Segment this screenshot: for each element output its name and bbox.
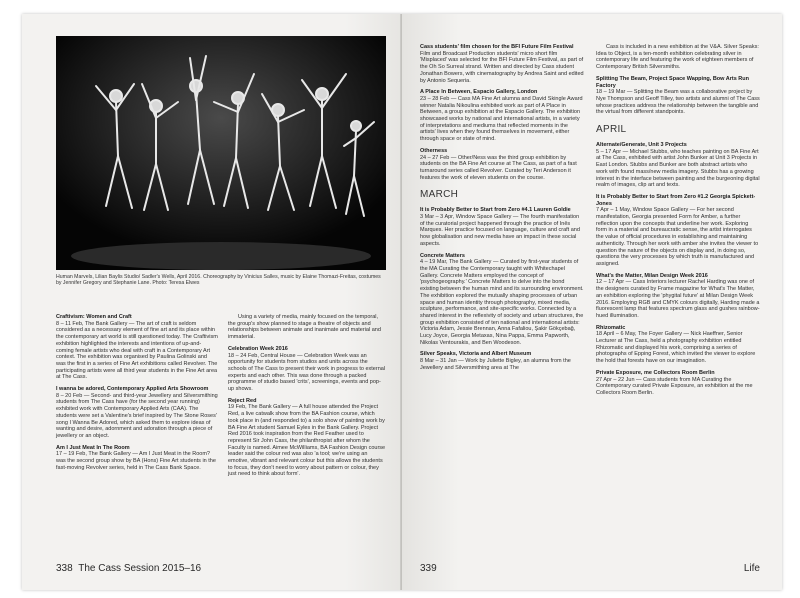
dancers-image [56,36,386,270]
entry-heading: Am I Just Meat In The Room [56,444,130,451]
entry-heading: I wanna be adored, Contemporary Applied Arts Showroom [56,386,209,393]
entry-body: 19 Feb, The Bank Gallery — A full house attended the Project Red, a live catwalk show from the BA Fashion course, which took place in (and responded to) a solo show of painting work by BA Fine Art student Samuel Eyles in the Bank Gallery. Project Red 2016 took inspiration from the Red Feather used to represent Sir John Cass, the philanthropist after whom the Faculty is named. Aimee McWilliams, BA Fashion Design course leader said the colour red was also 'a tool; we're using an emotive, vibrant and relevant colour but this allows the students to focus, they don't need to worry about pattern or colour, they just need to think about form'. [228,404,386,478]
entry-body: 7 Apr – 1 May, Window Space Gallery — For her second manifestation, Georgia presented Form for Amber, a further reflection upon the concepts that underline her work. Exploring form in a material and bureaucratic sense, the artist interrogates the value of official procedures in establishing and maintaining authenticity. Through her work with amber she invites the viewer to question the nature of the objects on display and, in doing so, questions the very processes by which truth is manufactured and assigned. [596,207,759,267]
entry-heading: A Place In Between, Espacio Gallery, London [420,89,538,96]
entry-body: 8 – 11 Feb, The Bank Gallery — The art of craft is seldom considered as a necessary element of fine art and its place within the contemporary art world is still questioned today. The Craftivism exhibition highlighted the interests and intentions of up-and-coming female artists who deal with craft in a Contemporary Art context. The exhibition was organised by Paulina Golinski and was the first in a series of Fine Art exhibitions called Revolver. The participating artists were all third year students in the Fine Art area at The Cass. [56,320,218,381]
month-heading-march: MARCH [420,189,459,201]
running-title-right: Life [743,563,760,574]
entry-heading: Cass students' film chosen for the BFI Future Film Festival [420,44,574,50]
running-title-left: The Cass Session 2015–16 [78,563,202,574]
left-column-1 [56,314,218,471]
entry-body: Film and Broadcast Production students' micro short film 'Misplaced' was selected for the BFI Future Film Festival, as part of the Oh So Surreal strand. Written and directed by Cass student Jonathan Bowers, with cinematography by Andrea Saint and edited by Antonio Sequeria. [420,50,584,84]
entry-heading: Alternate/Generate, Unit 3 Projects [596,142,687,149]
entry-body: 12 – 17 Apr — Cass Interiors lecturer Rachel Harding was one of the designers curated by Frame magazine for What's The Matter, an exhibition exploring the 'phygital future' at Milan Design Week 2016. Employing RGB and CMYK colours digitally, Harding made a fluorescent lamp that features spectrum glass and gushes rainbow-hued illumination. [596,279,760,319]
entry-body: 8 – 20 Feb — Second- and third-year Jewellery and Silversmithing students from The Cass have (for the second year running) exhibited work with Contemporary Applied Arts (CAA). The students were set a Valentine's brief inspired by The Stone Roses' song I Wanna Be Adored, which asked them to explore ideas of wanting and desire, adornment and adoration through a piece of jewellery or an object. [56,392,218,439]
dance-photo [56,36,386,270]
entry-body: 8 Mar – 31 Jan — Work by Juliette Bigley, an alumna from the Jewellery and Silversmithing area at The [420,358,571,371]
entry-heading: Reject Red [228,397,257,404]
folio-right [420,563,437,574]
entry-body: 5 – 17 Apr — Michael Stubbs, who teaches painting on BA Fine Art at The Cass, exhibited with artist John Bunker at Unit 3 Projects in East London. Stubbs and Bunker are both abstract artists who work with found mass/new media imagery. Stubbs has a growing interest in the interface between painting and the burgeoning digital realm of images, clip art and texts. [596,148,760,189]
entry-heading: What's the Matter, Milan Design Week 2016 [596,272,708,279]
entry-heading: Private Exposure, me Collectors Room Berlin [596,369,715,376]
entry-body: 18 April – 6 May, The Foyer Gallery — Nick Haeffner, Senior Lecturer at The Cass, held a photography exhibition entitled Rhizomatic and displayed his work, comprising a series of photographs of Epping Forest, which invited the viewer to explore the hold that forests have on our imagination. [596,331,756,365]
entry-body: 18 – 24 Feb, Central House — Celebration Week was an opportunity for students from studios and units across the schools of The Cass to present their work in progress to external experts and each other. This was done through a packed programme of studio based 'crits', screenings, events and pop-up shows. [228,352,386,393]
entry-body: Using a variety of media, mainly focused on the temporal, the group's show planned to stage a theatre of objects and relationships between animate and inanimate and material and immaterial. [228,314,381,341]
right-page [402,14,782,590]
entry-heading: Rhizomatic [596,324,626,331]
entry-heading: It is Probably Better to Start from Zero #4.1 Lauren Goldie [420,207,571,214]
entry-heading: Craftivism: Women and Craft [56,314,132,320]
folio-left [56,563,201,574]
entry-heading: Celebration Week 2016 [228,345,288,352]
entry-body: 27 Apr – 22 Jun — Cass students from MA Curating the Contemporary curated Private Exposure, an exhibition at the me Collectors Room Berlin. [596,376,753,396]
photo-caption: Human Marvels, Lilian Baylis Studio/ Sadler's Wells, April 2016. Choreography by Vinicius Salles, music by Elaine Thomazi-Freitas, costumes by Jennifer Gregory and Stephanie Lane. Photo: Teresa Elwes [56,274,381,287]
right-column-1 [420,44,584,372]
entry-body: 23 – 28 Feb — Cass MA Fine Art alumna and David Skingle Award winner Natalia Nikoulina exhibited work as part of A Place in Between, a group exhibition at the Espacio Gallery. The exhibition showcased works by national and international artists, in a variety of interpretations and mediums that reflected moments in the artists' lives when they found themselves in movement, either through space or state of mind. [420,95,583,143]
page-number-left: 338 [56,563,73,574]
month-heading-april: APRIL [596,124,627,136]
left-column-2 [228,314,386,478]
entry-heading: Splitting The Beam, Project Space Wapping, Bow Arts Run Factory [596,75,749,89]
entry-body: 24 – 27 Feb — Other/Ness was the third group exhibition by students on the BA Fine Art course at The Cass, as part of a fast turnaround series called Revolver. Curated by Teri Anderson it features the work of eleven students on the course. [420,154,577,181]
page-number-right: 339 [420,563,437,574]
entry-heading: Otherness [420,147,448,154]
left-page [22,14,402,590]
entry-body: 18 – 19 Mar — Splitting the Beam was a collaborative project by Nye Thompson and Geoff Tilley, two artists and alumni of The Cass whose practices address the relationship between the tangible and the virtual from different standpoints. [596,89,760,116]
entry-heading: It is Probably Better to Start from Zero #1.2 Georgia Spickett-Jones [596,193,756,207]
entry-body: Cass is included in a new exhibition at the V&A. Silver Speaks: Idea to Object, is a ten-month exhibition celebrating silver in contemporary life and featuring the work of eighteen members of Contemporary British Silversmiths. [596,44,759,71]
entry-body: 17 – 19 Feb, The Bank Gallery — Am I Just Meat in the Room? was the second group show by BA (Hons) Fine Art students in the fast-moving Revolver series, held in The Cass Bank Space. [56,451,216,471]
entry-heading: Concrete Matters [420,252,465,259]
entry-heading: Silver Speaks, Victoria and Albert Museum [420,351,532,358]
book-spread [22,14,782,590]
entry-body: 3 Mar – 3 Apr, Window Space Gallery — The fourth manifestation of the curatorial project happened through the practice of Inês Marques. Her practice focused on language, culture and craft and how globalisation and new media have an impact in these social aspects. [420,214,580,247]
right-column-2 [596,44,760,397]
entry-body: 4 – 19 Mar, The Bank Gallery — Curated by first-year students of the MA Curating the Contemporary taught with Whitechapel Gallery. Concrete Matters employed the concept of 'psychogeography.' Concrete Matters to delve into the bond existing between the human mind and its surrounding environment. The exhibition explored the mutually shaping processes of urban space and human identity through photography, mixed media, sculpture, performance, and site-specific works. Connected by a shared interest in the reflexivity of society and urban structures, the group exhibition consisted of ten national and international artists: Victoria Adam, Jessie Brennan, Anna Fafaliou, Şakir Gökçebağ, Lucy Joyce, Georgia Metaxas, Nina Pappa, Emma Papworth, Nikolas Ventourakis, and Ben Woodeson. [420,259,584,346]
